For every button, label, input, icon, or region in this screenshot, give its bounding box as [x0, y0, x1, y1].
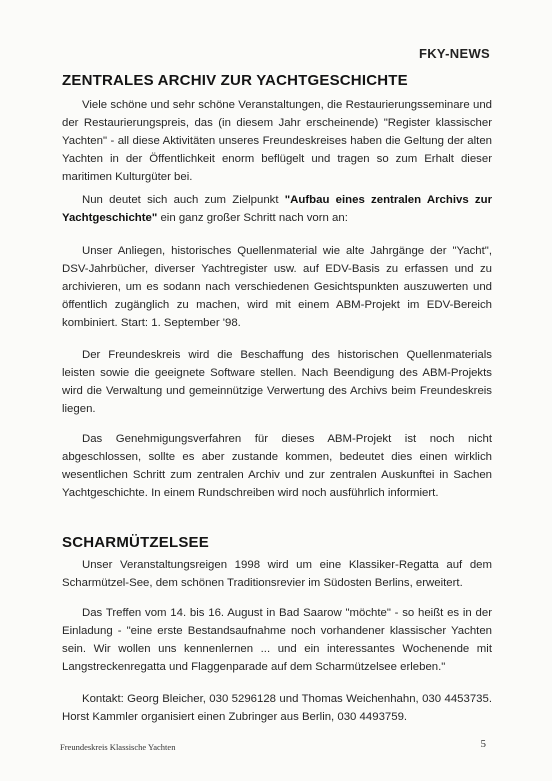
paragraph-regatta: Unser Veranstaltungsreigen 1998 wird um eine Klassiker-Regatta auf dem Scharmützel-See, dem schönen Traditionsrevier im Südosten Berlins, erweitert. [62, 559, 492, 589]
paragraph-meeting: Das Treffen vom 14. bis 16. August in Bad Saarow "möchte" - so heißt es in der Einladung - "eine erste Bestandsaufnahme noch vorhandener klassischer Yachten sein. Wir wollen uns kennenlernen ... und ein interessantes Wochenende mit Langstreckenregatta und Flaggenparade auf dem Scharmützelsee erleben." [62, 607, 492, 673]
page-number: 5 [480, 738, 486, 750]
paragraph-goal [62, 191, 492, 227]
article-title-archive: ZENTRALES ARCHIV ZUR YACHTGESCHICHTE [62, 72, 408, 89]
section-label: FKY-NEWS [418, 46, 490, 61]
footer-publication: Freundeskreis Klassische Yachten [60, 742, 176, 752]
article-title-scharmuetzelsee: SCHARMÜTZELSEE [62, 534, 209, 551]
paragraph-goal-emphasis: "Aufbau eines zentralen Archivs zur Yachtgeschichte" [62, 194, 493, 224]
paragraph-goal-lead: Nun deutet sich auch zum Zielpunkt [82, 194, 285, 206]
paragraph-approval: Das Genehmigungsverfahren für dieses ABM-Projekt ist noch nicht abgeschlossen, sollte es aber zustande kommen, bedeutet dies einen wirklich wesentlichen Schritt zum zentralen Archiv und zur zentralen Auskunftei in Sachen Yachtgeschichte. In einem Rundschreiben wird noch ausführlich informiert. [62, 433, 492, 499]
paragraph-project: Unser Anliegen, historisches Quellenmaterial wie alte Jahrgänge der "Yacht", DSV-Jahrbücher, diverser Yachtregister usw. auf EDV-Basis zu erfassen und zu archivieren, um es sodann nach verschiedenen Gesichtspunkten auszuwerten und öffentlich zugänglich zu machen, wird mit einem ABM-Projekt im EDV-Bereich kombiniert. Start: 1. September '98. [62, 245, 492, 329]
paragraph-contact: Kontakt: Georg Bleicher, 030 5296128 und Thomas Weichenhahn, 030 4453735. Horst Kammler organisiert einen Zubringer aus Berlin, 030 4493759. [62, 693, 492, 723]
paragraph-goal-tail: ein ganz großer Schritt nach vorn an: [157, 212, 348, 224]
paragraph-intro: Viele schöne und sehr schöne Veranstaltungen, die Restaurierungsseminare und der Restaurierungspreis, das (in diesem Jahr erscheinende) "Register klassischer Yachten" - all diese Aktivitäten unseres Freundeskreises haben die Geltung der alten Yachten in der Öffentlichkeit enorm beflügelt und tragen so zum Erhalt dieser maritimen Kulturgüter bei. [62, 99, 492, 183]
paragraph-funding: Der Freundeskreis wird die Beschaffung des historischen Quellenmaterials leisten sowie die geeignete Software stellen. Nach Beendigung des ABM-Projekts wird die Verwaltung und gemeinnützige Verwertung des Archivs beim Freundeskreis liegen. [62, 349, 492, 415]
